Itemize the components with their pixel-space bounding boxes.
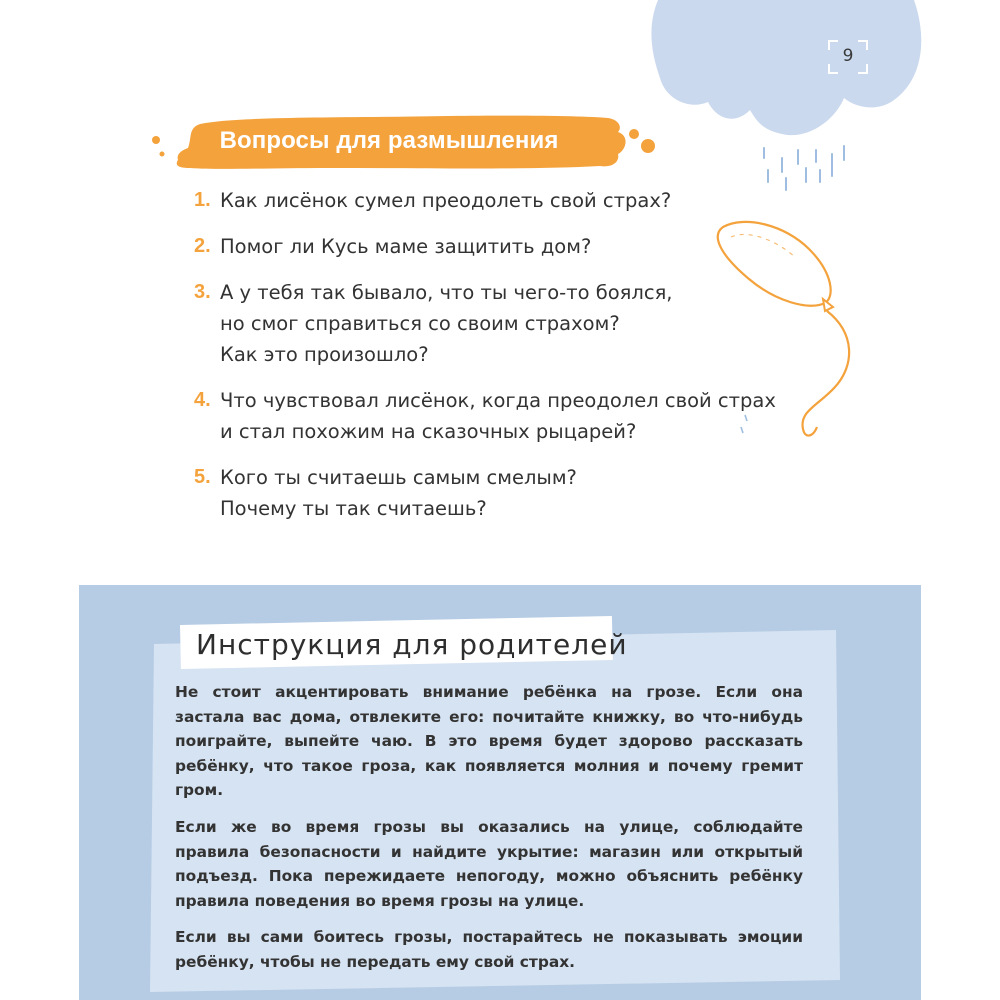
cloud-icon	[646, 0, 926, 200]
questions-list	[194, 185, 794, 539]
paragraph-line: Если вы сами боитесь грозы, постарайтесь не показывать эмоции	[175, 928, 803, 947]
paragraph-line: застала вас дома, отвлеките его: почитайте книжку, во что-нибудь	[175, 707, 803, 726]
questions-heading	[148, 110, 668, 176]
question-line: Как это произошло?	[220, 343, 429, 366]
page-number-frame	[828, 40, 868, 74]
question-line: Помог ли Кусь маме защитить дом?	[220, 235, 592, 258]
instructions-text	[175, 680, 803, 987]
question-number: 5.	[194, 466, 211, 488]
question-line: Почему ты так считаешь?	[220, 497, 487, 520]
instructions-title: Инструкция для родителей	[196, 628, 628, 661]
paragraph-line: правила безопасности и найдите укрытие: магазин или открытый	[175, 842, 803, 861]
instructions-paragraph	[175, 925, 803, 974]
paragraph-line: ребёнку, что такое гроза, как появляется молния и почему гремит	[175, 756, 803, 775]
page-number: 9	[842, 46, 854, 66]
question-line: Кого ты считаешь самым смелым?	[220, 466, 577, 489]
question-line: А у тебя так бывало, что ты чего-то боялся,	[220, 281, 673, 304]
question-number: 1.	[194, 189, 211, 211]
question-item	[194, 462, 794, 524]
paragraph-line: поиграйте, выпейте чаю. В это время будет здорово рассказать	[175, 732, 803, 751]
rain-drops-icon	[764, 146, 844, 190]
question-item	[194, 231, 794, 262]
paragraph-line: гром.	[175, 781, 224, 800]
question-line: и стал похожим на сказочных рыцарей?	[220, 420, 637, 443]
paragraph-line: подъезд. Пока пережидаете непогоду, можно объяснить ребёнку	[175, 867, 803, 886]
question-item	[194, 385, 794, 447]
heading-title: Вопросы для размышления	[219, 127, 559, 154]
question-number: 2.	[194, 235, 211, 257]
question-number: 3.	[194, 281, 211, 303]
paragraph-line: правила поведения во время грозы на улице.	[175, 891, 585, 910]
paragraph-line: Если же во время грозы вы оказались на улице, соблюдайте	[175, 817, 803, 836]
paragraph-line: Не стоит акцентировать внимание ребёнка на грозе. Если она	[175, 683, 803, 701]
question-number: 4.	[194, 389, 211, 411]
instructions-paragraph	[175, 680, 803, 803]
question-line: но смог справиться со своим страхом?	[220, 312, 620, 335]
paragraph-line: ребёнку, чтобы не передать ему свой страх.	[175, 952, 576, 971]
question-line: Что чувствовал лисёнок, когда преодолел свой страх	[220, 389, 776, 412]
question-item	[194, 185, 794, 216]
question-item	[194, 277, 794, 370]
instructions-paragraph	[175, 815, 803, 913]
question-line: Как лисёнок сумел преодолеть свой страх?	[220, 189, 672, 212]
